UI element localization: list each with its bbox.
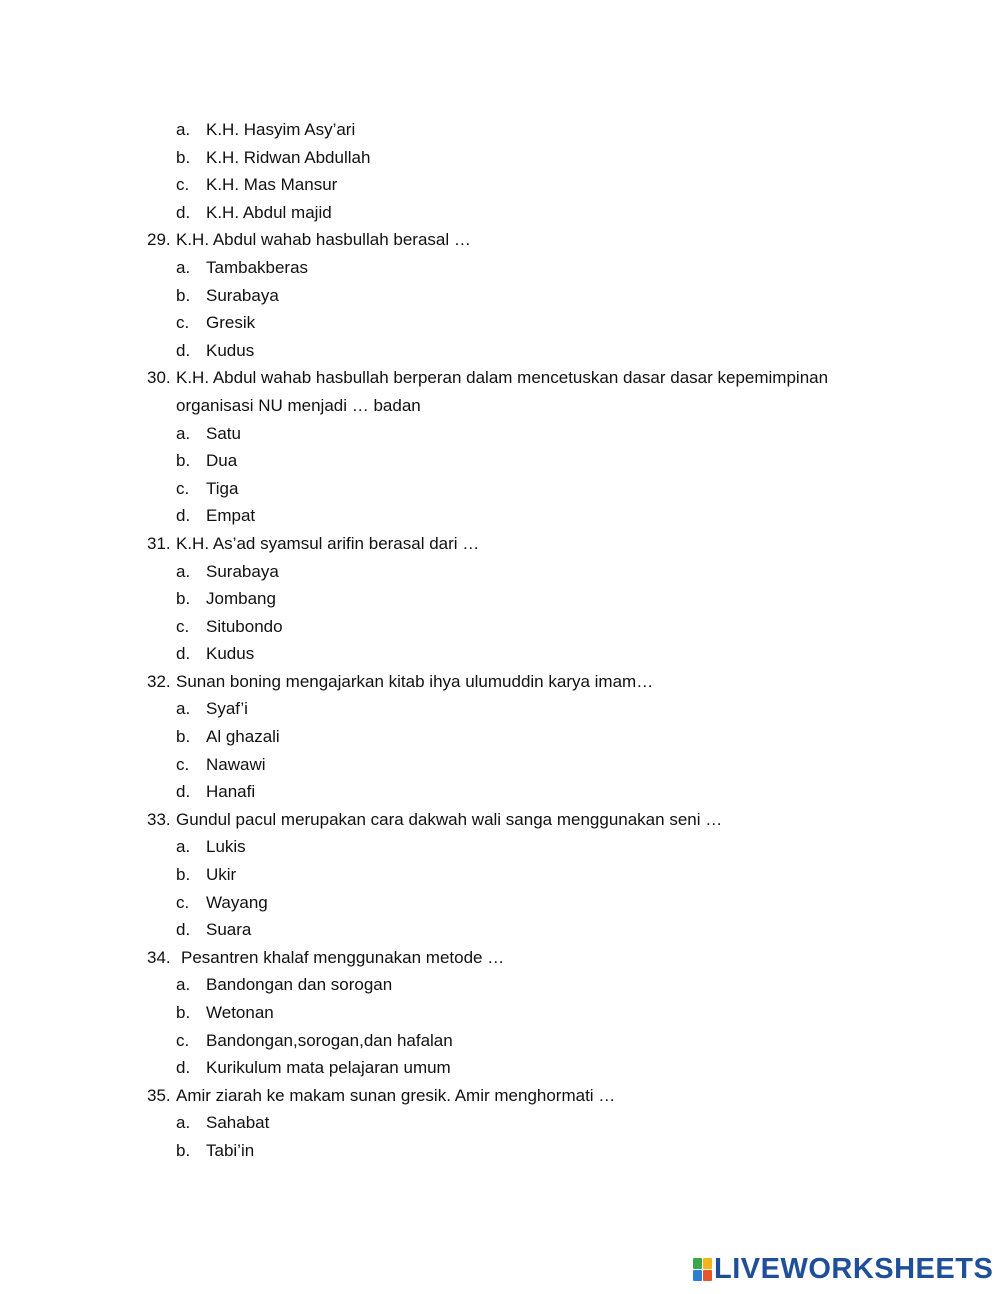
option-text: Tabi’in — [206, 1140, 255, 1160]
question-31 — [0, 530, 1000, 558]
option-text: Al ghazali — [206, 727, 280, 747]
option-letter: c. — [176, 478, 190, 498]
option-letter: c. — [176, 1030, 190, 1050]
question-30-continuation — [0, 392, 1000, 420]
option-letter: a. — [176, 120, 191, 139]
option-row[interactable] — [0, 971, 1000, 999]
option-text: K.H. Ridwan Abdullah — [206, 147, 371, 167]
question-number: 30. — [147, 368, 171, 388]
question-text: K.H. Abdul wahab hasbullah berperan dalam mencetuskan dasar dasar kepemimpinan — [176, 368, 829, 388]
option-letter: c. — [176, 754, 190, 774]
option-text: Bandongan,sorogan,dan hafalan — [206, 1030, 453, 1050]
option-letter: b. — [176, 1003, 191, 1022]
worksheet-body — [0, 116, 1000, 1165]
logo-mark-icon — [693, 1258, 711, 1280]
option-letter: d. — [176, 644, 191, 664]
option-text: Bandongan dan sorogan — [206, 975, 393, 995]
option-row[interactable] — [0, 282, 1000, 310]
option-row[interactable] — [0, 723, 1000, 751]
question-32 — [0, 668, 1000, 696]
brand-name: LIVEWORKSHEETS — [714, 1252, 994, 1285]
option-row[interactable] — [0, 475, 1000, 503]
option-letter: b. — [176, 727, 191, 747]
option-letter: d. — [176, 1058, 191, 1078]
option-row[interactable] — [0, 1027, 1000, 1055]
option-letter: c. — [176, 313, 190, 333]
option-text: Empat — [206, 506, 256, 526]
option-row[interactable] — [0, 116, 1000, 144]
option-text: Tambakberas — [206, 257, 309, 277]
option-text: K.H. Hasyim Asy’ari — [206, 120, 356, 139]
option-text: Dua — [206, 451, 238, 471]
question-number: 29. — [147, 230, 171, 250]
option-letter: a. — [176, 423, 191, 443]
option-row[interactable] — [0, 1054, 1000, 1082]
option-text: Surabaya — [206, 285, 279, 305]
question-text: Gundul pacul merupakan cara dakwah wali sanga menggunakan seni … — [176, 809, 723, 829]
question-number: 33. — [147, 809, 171, 829]
option-row[interactable] — [0, 916, 1000, 944]
option-letter: b. — [176, 1140, 191, 1160]
option-text: Kurikulum mata pelajaran umum — [206, 1058, 451, 1078]
option-letter: d. — [176, 340, 191, 360]
option-text: Surabaya — [206, 561, 279, 581]
option-text: Ukir — [206, 865, 237, 885]
option-text: Situbondo — [206, 616, 283, 636]
option-text: Hanafi — [206, 782, 256, 802]
option-letter: d. — [176, 202, 191, 222]
option-row[interactable] — [0, 613, 1000, 641]
option-text: Jombang — [206, 589, 276, 609]
option-row[interactable] — [0, 861, 1000, 889]
option-row[interactable] — [0, 199, 1000, 227]
question-text: K.H. As’ad syamsul arifin berasal dari … — [176, 533, 480, 553]
option-text: Lukis — [206, 837, 246, 857]
option-row[interactable] — [0, 640, 1000, 668]
option-text: Wayang — [206, 892, 268, 912]
option-row[interactable] — [0, 1109, 1000, 1137]
option-text: Suara — [206, 920, 252, 940]
option-letter: d. — [176, 920, 191, 940]
question-29 — [0, 226, 1000, 254]
option-letter: a. — [176, 975, 191, 995]
option-text: Kudus — [206, 340, 255, 360]
question-number: 31. — [147, 533, 171, 553]
question-text: Pesantren khalaf menggunakan metode … — [181, 947, 505, 967]
question-number: 35. — [147, 1085, 171, 1105]
option-letter: b. — [176, 865, 191, 885]
option-text: Kudus — [206, 644, 255, 664]
logo-tile — [693, 1258, 702, 1269]
option-row[interactable] — [0, 502, 1000, 530]
option-letter: d. — [176, 506, 191, 526]
option-text: Tiga — [206, 478, 239, 498]
question-34 — [0, 944, 1000, 972]
logo-tile — [693, 1270, 702, 1281]
option-text: K.H. Abdul majid — [206, 202, 332, 222]
liveworksheets-logo[interactable] — [693, 1252, 993, 1286]
question-number: 34. — [147, 947, 171, 967]
option-text: Satu — [206, 423, 241, 443]
question-number: 32. — [147, 671, 171, 691]
option-text: Wetonan — [206, 1003, 274, 1022]
question-text: K.H. Abdul wahab hasbullah berasal … — [176, 230, 471, 250]
option-text: Nawawi — [206, 754, 266, 774]
option-row[interactable] — [0, 889, 1000, 917]
option-row[interactable] — [0, 309, 1000, 337]
option-letter: b. — [176, 451, 191, 471]
option-row[interactable] — [0, 420, 1000, 448]
question-33 — [0, 806, 1000, 834]
question-30 — [0, 364, 1000, 392]
option-letter: a. — [176, 1113, 191, 1133]
option-text: Syaf’i — [206, 699, 248, 719]
logo-tile — [703, 1270, 712, 1281]
option-letter: c. — [176, 892, 190, 912]
question-text: Amir ziarah ke makam sunan gresik. Amir menghormati … — [176, 1085, 616, 1105]
question-text: organisasi NU menjadi … badan — [176, 395, 421, 415]
option-text: K.H. Mas Mansur — [206, 175, 338, 195]
option-row[interactable] — [0, 171, 1000, 199]
option-text: Sahabat — [206, 1113, 270, 1133]
option-row[interactable] — [0, 999, 1000, 1027]
option-row[interactable] — [0, 337, 1000, 365]
option-letter: a. — [176, 561, 191, 581]
option-letter: b. — [176, 147, 191, 167]
logo-tile — [703, 1258, 712, 1269]
question-text: Sunan boning mengajarkan kitab ihya ulumuddin karya imam… — [176, 671, 654, 691]
option-row[interactable] — [0, 778, 1000, 806]
option-row[interactable] — [0, 695, 1000, 723]
option-row[interactable] — [0, 447, 1000, 475]
question-35 — [0, 1082, 1000, 1110]
option-row[interactable] — [0, 254, 1000, 282]
option-letter: b. — [176, 589, 191, 609]
option-row[interactable] — [0, 751, 1000, 779]
option-letter: c. — [176, 175, 190, 195]
option-row[interactable] — [0, 1137, 1000, 1165]
option-letter: a. — [176, 837, 191, 857]
option-row[interactable] — [0, 585, 1000, 613]
option-text: Gresik — [206, 313, 256, 333]
option-row[interactable] — [0, 833, 1000, 861]
option-letter: c. — [176, 616, 190, 636]
option-row[interactable] — [0, 558, 1000, 586]
option-letter: d. — [176, 782, 191, 802]
option-letter: a. — [176, 699, 191, 719]
option-letter: a. — [176, 257, 191, 277]
option-letter: b. — [176, 285, 191, 305]
option-row[interactable] — [0, 144, 1000, 172]
